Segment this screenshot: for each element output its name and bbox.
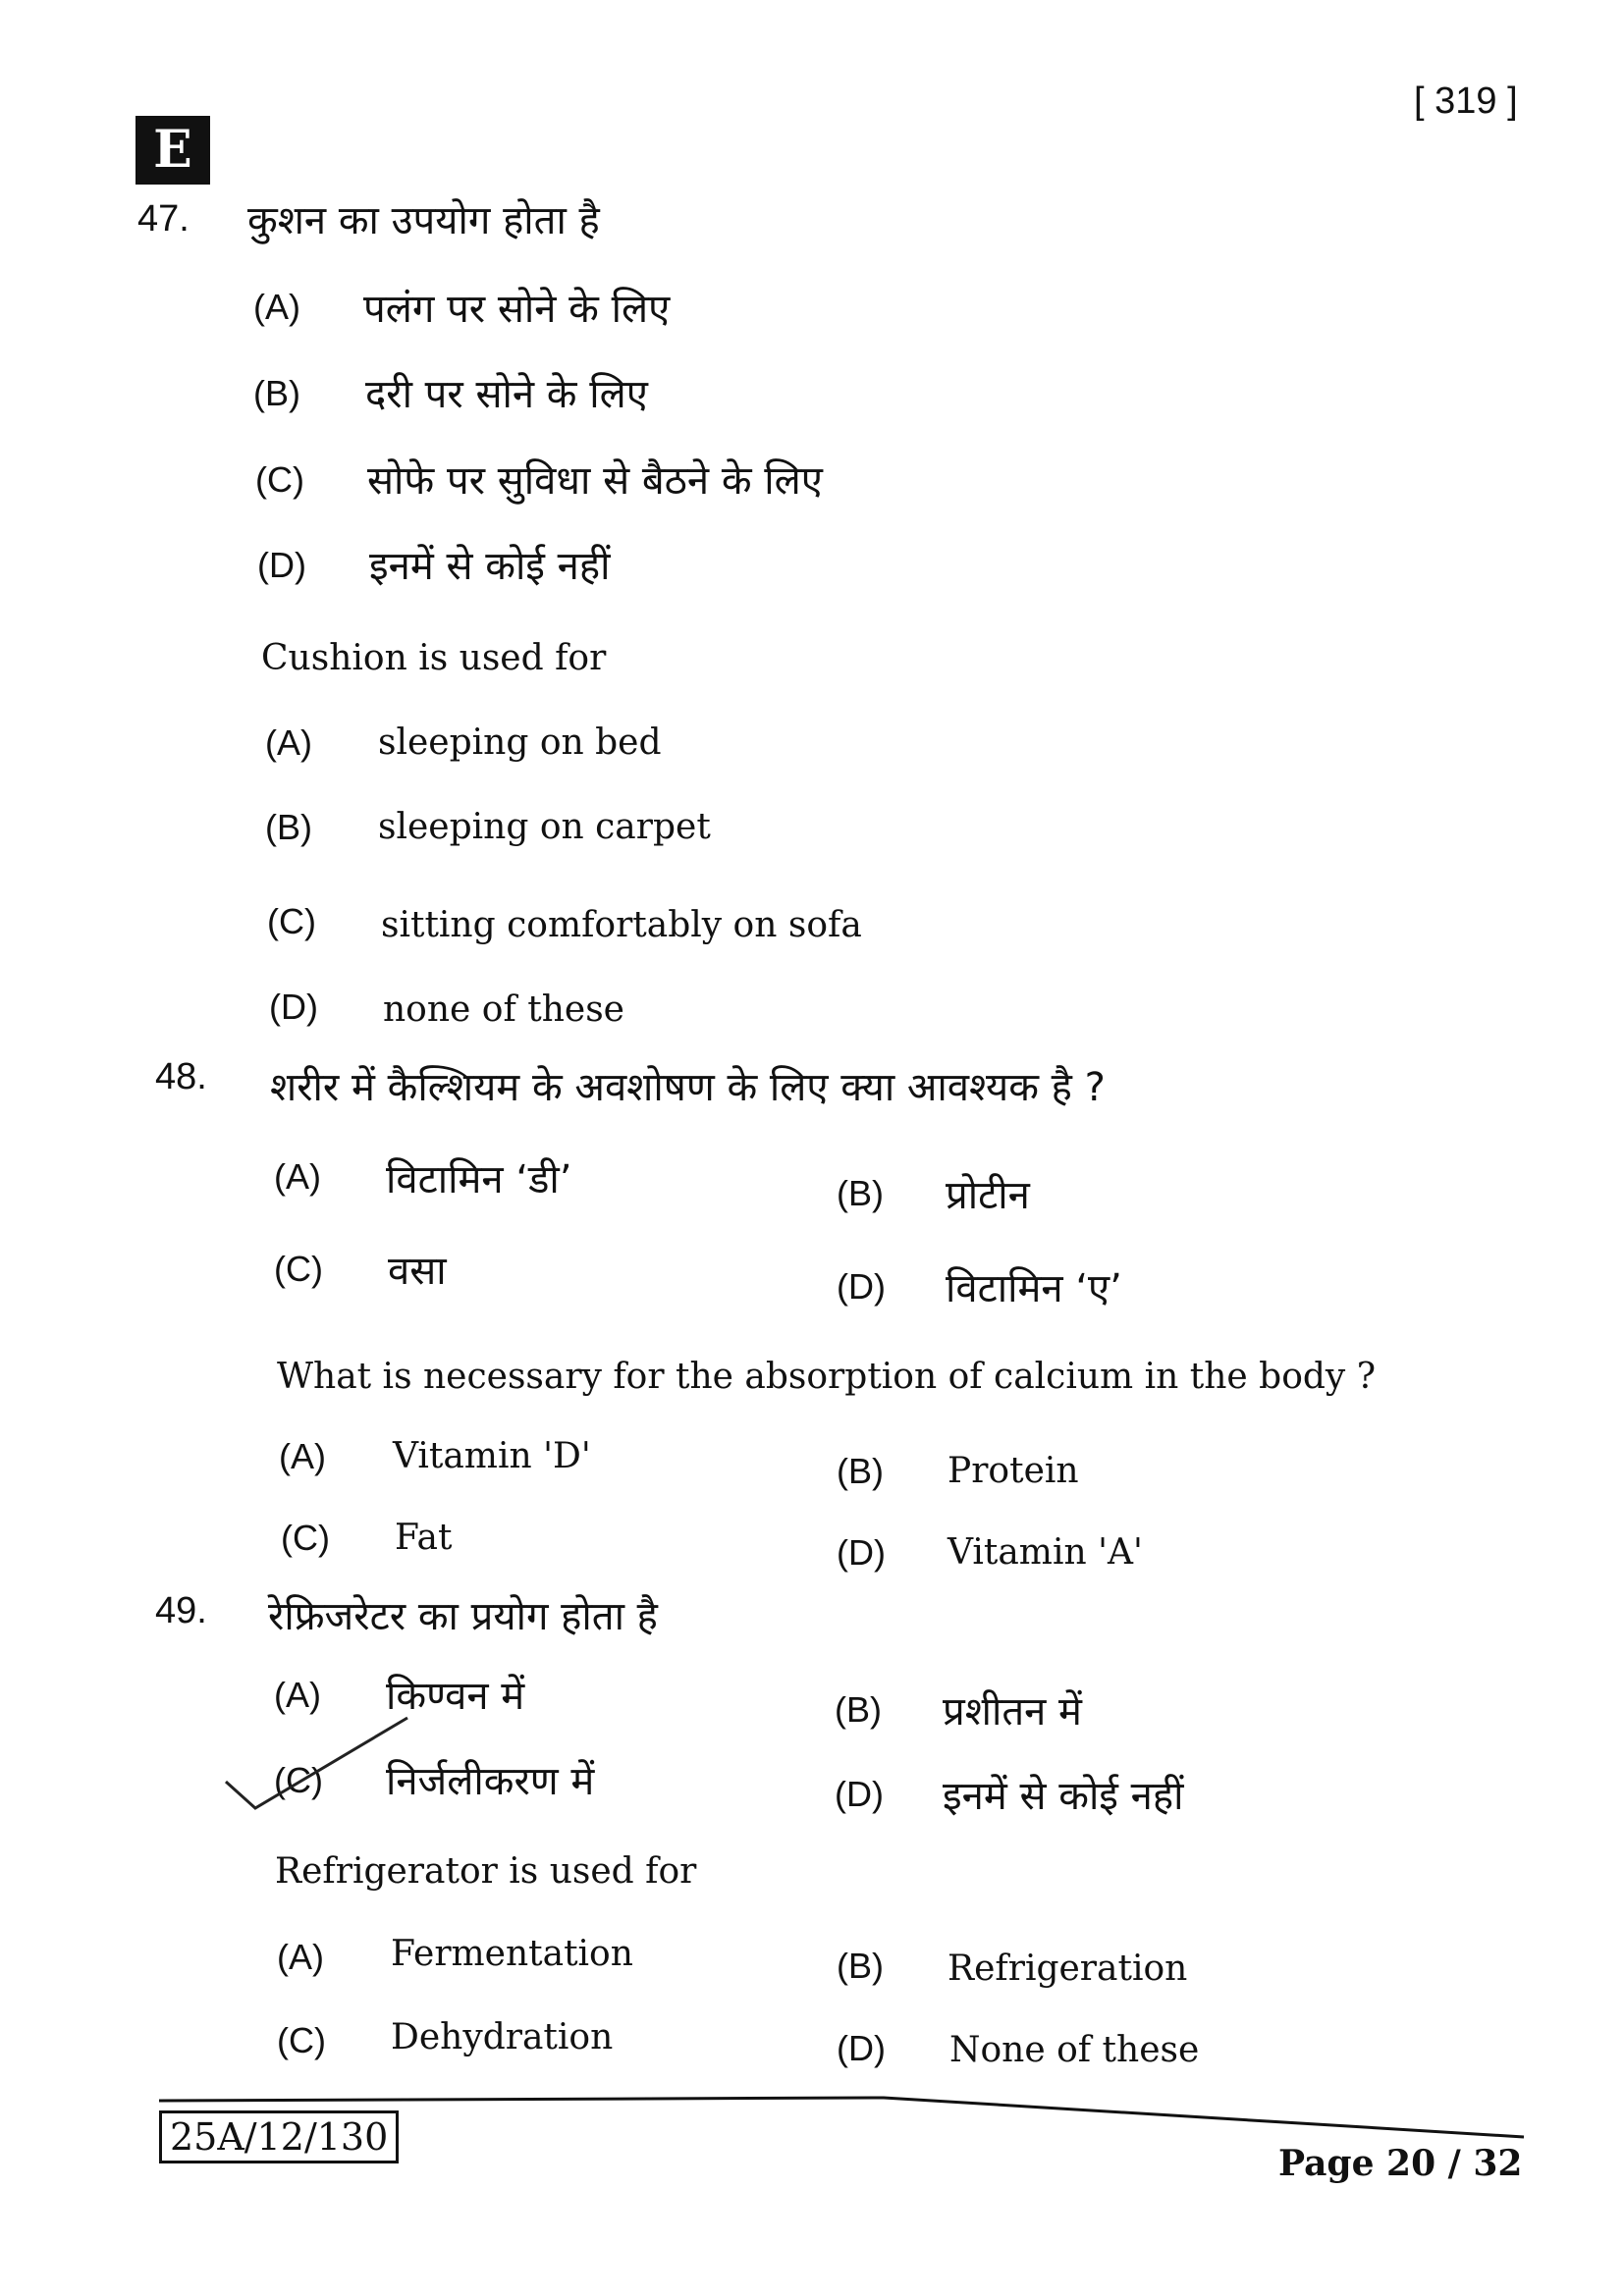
option-text: विटामिन ‘डी’ [386, 1157, 572, 1202]
option-text: प्रशीतन में [943, 1689, 1082, 1735]
option-text: सोफे पर सुविधा से बैठने के लिए [367, 458, 823, 504]
option-text: Protein [947, 1451, 1079, 1491]
option-text: None of these [949, 2030, 1200, 2070]
option-label: (C) [281, 1518, 330, 1558]
option-text: निर्जलीकरण में [386, 1759, 595, 1804]
option-text: इनमें से कोई नहीं [369, 544, 611, 589]
option-text: sitting comfortably on sofa [381, 905, 862, 945]
option-text: Vitamin 'A' [947, 1532, 1143, 1573]
option-text: वसा [388, 1249, 447, 1294]
option-label: (D) [837, 1532, 886, 1573]
question-hindi: कुशन का उपयोग होता है [247, 198, 600, 243]
option-text: विटामिन ‘ए’ [946, 1266, 1122, 1311]
option-label: (B) [253, 373, 300, 413]
paper-code: 25A/12/130 [159, 2110, 399, 2163]
option-label: (D) [837, 2028, 886, 2068]
option-label: (C) [274, 1249, 323, 1289]
question-english: What is necessary for the absorption of calcium in the body ? [277, 1357, 1377, 1397]
option-text: पलंग पर सोने के लिए [363, 287, 671, 332]
question-number: 49. [155, 1590, 207, 1631]
option-label: (B) [837, 1451, 884, 1491]
option-text: Dehydration [391, 2017, 614, 2057]
option-text: दरी पर सोने के लिए [365, 372, 648, 417]
question-hindi: रेफ्रिजरेटर का प्रयोग होता है [268, 1594, 658, 1639]
option-label: (D) [837, 1266, 886, 1307]
option-text: किण्वन में [386, 1674, 525, 1719]
option-label: (C) [267, 901, 316, 941]
option-label: (A) [279, 1436, 326, 1476]
option-label: (B) [265, 807, 312, 847]
question-number: 47. [137, 198, 189, 240]
option-label: (D) [269, 987, 318, 1027]
option-text: Refrigeration [947, 1949, 1188, 1989]
option-label: (C) [255, 459, 304, 500]
option-label: (C) [274, 1760, 323, 1800]
option-label: (A) [277, 1937, 324, 1977]
question-number: 48. [155, 1056, 207, 1097]
option-label: (D) [257, 545, 306, 585]
option-text: Fermentation [391, 1934, 633, 1974]
question-hindi: शरीर में कैल्शियम के अवशोषण के लिए क्या आवश्यक है ? [270, 1065, 1106, 1110]
option-text: sleeping on carpet [378, 807, 711, 847]
option-label: (D) [835, 1774, 884, 1814]
option-label: (C) [277, 2020, 326, 2060]
option-text: इनमें से कोई नहीं [943, 1774, 1184, 1819]
set-label: E [135, 116, 210, 185]
question-english: Cushion is used for [261, 638, 607, 678]
option-label: (B) [837, 1946, 884, 1986]
option-text: sleeping on bed [378, 722, 662, 763]
option-label: (B) [837, 1173, 884, 1213]
option-text: Fat [395, 1518, 453, 1558]
question-english: Refrigerator is used for [275, 1851, 697, 1892]
option-label: (A) [274, 1156, 321, 1197]
option-text: Vitamin 'D' [393, 1436, 591, 1476]
option-label: (A) [253, 287, 300, 327]
option-text: none of these [383, 989, 624, 1030]
page-number: Page 20 / 32 [1278, 2143, 1523, 2184]
option-label: (B) [835, 1689, 882, 1730]
option-text: प्रोटीन [946, 1173, 1030, 1218]
option-label: (A) [265, 722, 312, 763]
option-label: (A) [274, 1675, 321, 1715]
page-code: [ 319 ] [1414, 80, 1518, 122]
